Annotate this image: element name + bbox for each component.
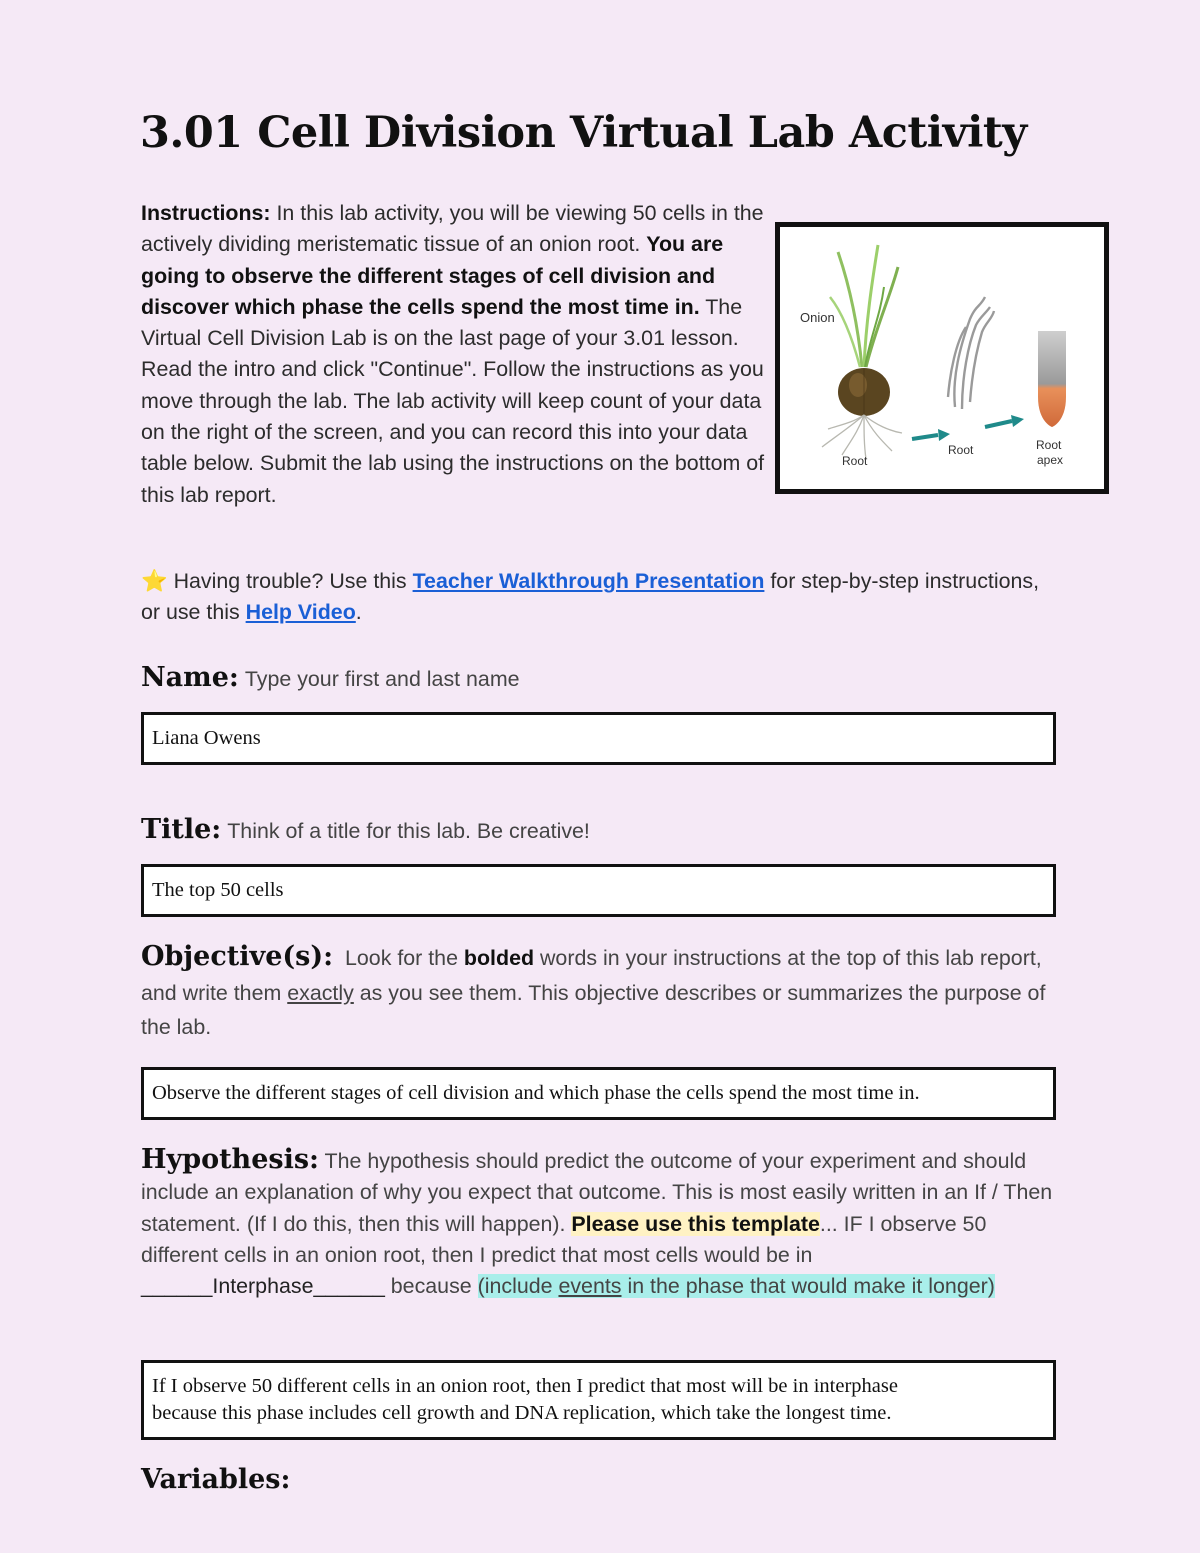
name-field[interactable]: [141, 712, 1056, 765]
events-underlined: events: [558, 1274, 622, 1299]
hypothesis-label: Hypothesis:: [141, 1144, 319, 1175]
instructions-text-2: The Virtual Cell Division Lab is on the last page of your 3.01 lesson. Read the intro and click "Continue". Follow the instructions as you move through the lab. The lab activity will keep count of your data on the right of the screen, and you can record this into your data table below. Submit the lab using the instructions on the bottom of this lab report.: [141, 294, 765, 507]
hypothesis-text-2: ... IF I observe 50 different cells in an onion root, then I predict that most cells would be in: [141, 1211, 987, 1267]
help-end: .: [355, 600, 362, 625]
template-highlight: Please use this template: [571, 1211, 820, 1236]
events-highlight-text-2: in the phase that would make it longer): [621, 1274, 995, 1299]
name-label: Name:: [141, 662, 239, 693]
objective-value: Observe the different stages of cell division and which phase the cells spend the most time in.: [152, 1082, 920, 1104]
objective-paragraph: [141, 940, 1061, 1045]
title-value: The top 50 cells: [152, 879, 284, 901]
onion-root-figure: [775, 222, 1109, 494]
root-label-2: Root: [948, 443, 974, 457]
hypothesis-value-line-1: If I observe 50 different cells in an onion root, then I predict that most will be in interphase: [152, 1375, 898, 1397]
root-label-1: Root: [842, 454, 868, 468]
help-video-link[interactable]: Help Video: [245, 600, 356, 625]
star-icon: ⭐: [141, 569, 168, 593]
hypothesis-value-line-2: because this phase includes cell growth and DNA replication, which take the longest time.: [152, 1402, 892, 1424]
objective-label: Objective(s):: [141, 941, 334, 972]
objective-bold: bolded: [463, 946, 535, 970]
objective-underlined: exactly: [287, 980, 354, 1005]
instructions-label: Instructions:: [141, 201, 271, 225]
events-highlight-text-1: (include: [477, 1274, 559, 1299]
title-label-row: [141, 814, 590, 845]
hypothesis-field[interactable]: [141, 1360, 1056, 1440]
teacher-walkthrough-link[interactable]: Teacher Walkthrough Presentation: [412, 569, 765, 593]
hypothesis-paragraph: [141, 1144, 1061, 1302]
root-apex-shape: [1038, 331, 1066, 427]
onion-root-illustration: [780, 227, 1104, 489]
events-highlight: [478, 1274, 995, 1298]
variables-label: Variables:: [141, 1464, 291, 1495]
variables-label-row: [141, 1464, 296, 1495]
root-apex-label: Root apex: [1036, 438, 1064, 467]
name-prompt: Type your first and last name: [244, 667, 520, 691]
instructions-bold-text: You are going to observe the different stages of cell division and discover which phase the cells spend the most time in.: [141, 232, 724, 319]
help-middle: for step-by-step instructions, or use this: [141, 569, 1040, 625]
name-value: Liana Owens: [152, 727, 261, 749]
objective-field[interactable]: [141, 1067, 1056, 1120]
help-prefix: Having trouble? Use this: [167, 569, 413, 593]
page-title: 3.01 Cell Division Virtual Lab Activity: [140, 108, 1027, 158]
onion-label: Onion: [800, 310, 835, 325]
instructions-paragraph: [141, 198, 766, 511]
title-field[interactable]: [141, 864, 1056, 917]
hypothesis-text-3: because: [384, 1274, 478, 1299]
help-paragraph: [141, 566, 1041, 629]
arrow-icon: [985, 415, 1024, 427]
objective-text-1: Look for the: [345, 946, 464, 970]
title-prompt: Think of a title for this lab. Be creative!: [227, 819, 590, 843]
interphase-blank: ______Interphase______: [141, 1274, 385, 1299]
name-label-row: [141, 662, 520, 693]
title-label: Title:: [141, 814, 222, 845]
hypothesis-text-1: The hypothesis should predict the outcome of your experiment and should include an explanation of why you expect that outcome. This is most easily written in an If / Then statement. (If I do this, then this will happen).: [141, 1149, 1053, 1236]
objective-text-3: as you see them. This objective describes or summarizes the purpose of the lab.: [141, 980, 1046, 1039]
instructions-text-1: In this lab activity, you will be viewing 50 cells in the actively dividing meristematic tissue of an onion root.: [141, 201, 764, 257]
objective-text-2: words in your instructions at the top of this lab report, and write them: [141, 946, 1042, 1005]
arrow-icon: [912, 429, 950, 441]
